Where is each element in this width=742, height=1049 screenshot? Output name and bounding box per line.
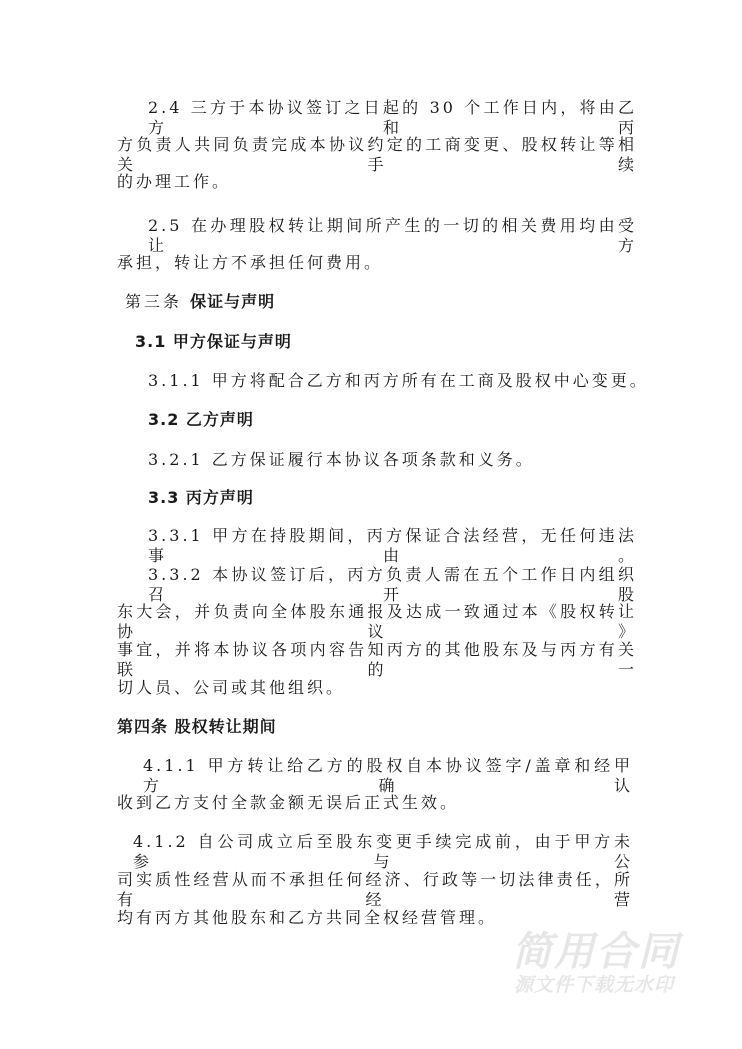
article-3-title: 保证与声明 — [190, 292, 276, 311]
clause-3-3-1: 3.3.1 甲方在持股期间，丙方保证合法经营，无任何违法事由。 — [148, 526, 637, 565]
section-3-3-heading: 3.3 丙方声明 — [148, 488, 254, 507]
clause-3-3-2-line-4: 切人员、公司或其他组织。 — [117, 678, 346, 697]
clause-4-1-2-line-2: 司实质性经营从而不承担任何经济、行政等一切法律责任，所有经营 — [117, 870, 633, 909]
clause-4-1-2-line-1: 4.1.2 自公司成立后至股东变更手续完成前，由于甲方未参与公 — [133, 832, 633, 871]
clause-2-4-line-3: 的办理工作。 — [117, 172, 232, 191]
clause-4-1-1-line-1: 4.1.1 甲方转让给乙方的股权自本协议签字/盖章和经甲方确认 — [143, 756, 633, 795]
clause-2-4-line-1: 2.4 三方于本协议签订之日起的 30 个工作日内，将由乙方和丙 — [148, 98, 637, 137]
clause-3-1-1: 3.1.1 甲方将配合乙方和丙方所有在工商及股权中心变更。 — [148, 371, 649, 390]
clause-4-1-1-line-2: 收到乙方支付全款金额无误后正式生效。 — [117, 793, 460, 812]
section-3-1-heading: 3.1 甲方保证与声明 — [135, 332, 292, 351]
section-3-2-heading: 3.2 乙方声明 — [148, 410, 254, 429]
clause-3-2-1: 3.2.1 乙方保证履行本协议各项条款和义务。 — [148, 450, 535, 469]
clause-3-3-2-line-3: 事宜，并将本协议各项内容告知丙方的其他股东及与丙方有关联的一 — [117, 640, 637, 679]
article-3-number: 第三条 — [125, 292, 183, 311]
clause-4-1-2-line-3: 均有丙方其他股东和乙方共同全权经营管理。 — [117, 908, 498, 927]
clause-2-5-line-2: 承担，转让方不承担任何费用。 — [117, 253, 384, 272]
clause-3-3-2-line-2: 东大会，并负责向全体股东通报及达成一致通过本《股权转让协议》 — [117, 602, 637, 641]
watermark-title: 简用合同 — [512, 929, 680, 975]
article-3-heading — [125, 292, 275, 312]
article-4-heading: 第四条 股权转让期间 — [117, 717, 277, 736]
clause-2-4-line-2: 方负责人共同负责完成本协议约定的工商变更、股权转让等相关手续 — [117, 135, 637, 174]
watermark-subtitle: 源文件下载无水印 — [514, 974, 675, 996]
clause-3-3-2-line-1: 3.3.2 本协议签订后，丙方负责人需在五个工作日内组织召开股 — [148, 565, 637, 604]
clause-2-5-line-1: 2.5 在办理股权转让期间所产生的一切的相关费用均由受让方 — [148, 216, 637, 255]
